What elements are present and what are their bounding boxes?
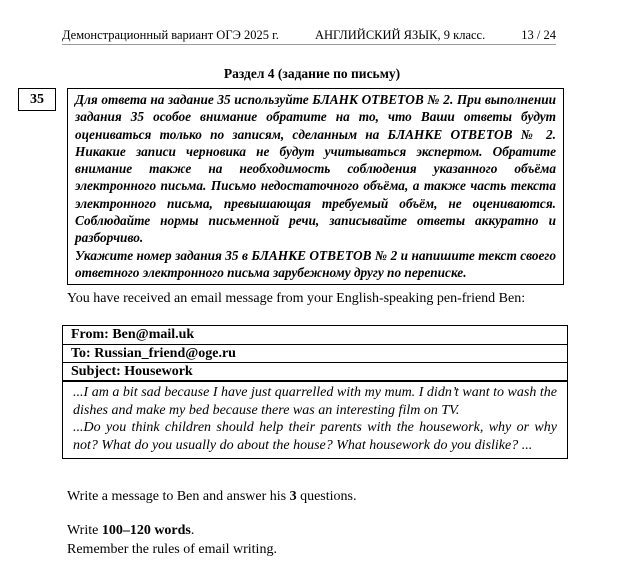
instruction-paragraph-1: Для ответа на задание 35 используйте БЛАНК ОТВЕТОВ № 2. При выполнении задания 35 особое внимание обратите на то, что Ваши ответы будут оцениваться только по записям, сделанным на БЛАНКЕ ОТВЕТОВ № 2. Никакие записи черновика не будут учитываться экспертом. Обратите внимание также на необходимость соблюдения указанного объёма электронного письма. Письмо недостаточного объёма, а также часть текста электронного письма, превышающая требуемый объём, не оцениваются. Соблюдайте нормы письменной речи, записывайте ответы аккуратно и разборчиво. xyxy=(75,92,556,246)
task-number: 35 xyxy=(30,91,44,107)
email-from-row xyxy=(63,326,568,345)
header-variant-text: Демонстрационный вариант ОГЭ 2025 г. xyxy=(62,28,279,42)
email-rules-line: Remember the rules of email writing. xyxy=(67,542,277,557)
word-count-line xyxy=(67,523,194,539)
email-body-paragraph-1: ...I am a bit sad because I have just quarrelled with my mum. I didn’t want to wash the dishes and make my bed because there was an interesting film on TV. xyxy=(73,385,557,418)
email-header-table xyxy=(62,325,568,382)
email-body-paragraph-2: ...Do you think children should help their parents with the housework, why or why not? What do you usually do about the house? What housework do you dislike? ... xyxy=(73,420,557,453)
word-count-suffix: . xyxy=(190,523,195,538)
email-to-row xyxy=(63,344,568,363)
email-body-box xyxy=(62,380,568,459)
header-divider xyxy=(62,44,556,45)
word-count-prefix: Write xyxy=(67,523,102,538)
questions-count: 3 xyxy=(289,489,297,504)
header-page-number: 13 / 24 xyxy=(521,28,556,42)
write-message-prefix: Write a message to Ben and answer his xyxy=(67,489,290,504)
email-subject-cell: Subject: Housework xyxy=(63,363,568,382)
word-count-bold: 100–120 words xyxy=(101,523,191,538)
header-subject-text: АНГЛИЙСКИЙ ЯЗЫК, 9 класс. xyxy=(314,28,486,42)
intro-text: You have received an email message from your English-speaking pen-friend Ben: xyxy=(67,291,526,306)
email-subject-row xyxy=(63,363,568,382)
page-header xyxy=(62,28,556,43)
email-to-cell: To: Russian_friend@oge.ru xyxy=(63,344,568,363)
task-number-box xyxy=(18,88,56,111)
email-from-cell: From: Ben@mail.uk xyxy=(63,326,568,345)
write-message-suffix: questions. xyxy=(296,489,357,504)
task-instruction-box xyxy=(67,88,564,285)
instruction-paragraph-2: Укажите номер задания 35 в БЛАНКЕ ОТВЕТОВ № 2 и напишите текст своего ответного электронного письма зарубежному другу по переписке. xyxy=(75,247,556,280)
write-message-line xyxy=(67,489,356,505)
section-title: Раздел 4 (задание по письму) xyxy=(223,66,401,81)
